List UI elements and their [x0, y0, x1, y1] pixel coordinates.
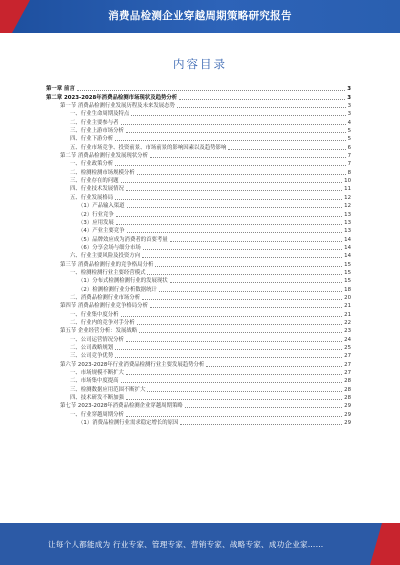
- toc-leader-dots: [121, 315, 343, 317]
- toc-entry-page: 13: [344, 219, 351, 226]
- toc-entry-label: 六、行业主要风险及投资方向: [70, 253, 141, 260]
- toc-entry[interactable]: [46, 410, 351, 418]
- toc-entry[interactable]: [46, 244, 351, 252]
- toc-leader-dots: [115, 139, 345, 141]
- toc-entry-page: 3: [347, 94, 351, 101]
- toc-leader-dots: [139, 331, 342, 333]
- toc-entry-label: 五、行业市场竞争、投资前景、市场前景的影响因素以及趋势影响: [70, 144, 227, 151]
- toc-entry[interactable]: [46, 302, 351, 310]
- toc-entry[interactable]: [46, 177, 351, 185]
- toc-entry-page: 29: [344, 403, 351, 410]
- toc-entry[interactable]: [46, 360, 351, 368]
- toc-leader-dots: [126, 340, 342, 342]
- toc-leader-dots: [126, 398, 342, 400]
- toc-entry-page: 14: [344, 244, 351, 251]
- toc-entry-page: 24: [344, 336, 351, 343]
- toc-leader-dots: [180, 423, 342, 425]
- table-of-contents: [46, 85, 351, 427]
- toc-entry[interactable]: [46, 285, 351, 293]
- toc-leader-dots: [116, 223, 342, 225]
- toc-entry-label: 一、行业生命周期及特点: [70, 111, 130, 118]
- toc-entry-label: （2）检测检测行业分析数据统计: [78, 286, 157, 293]
- toc-leader-dots: [170, 240, 342, 242]
- toc-leader-dots: [126, 373, 342, 375]
- toc-entry-page: 21: [344, 311, 351, 318]
- toc-entry[interactable]: [46, 385, 351, 393]
- toc-entry-label: 一、行业政策分析: [70, 161, 114, 168]
- toc-entry-page: 15: [344, 261, 351, 268]
- toc-leader-dots: [115, 198, 342, 200]
- toc-entry[interactable]: [46, 327, 351, 335]
- toc-leader-dots: [121, 123, 346, 125]
- toc-entry-label: （6）分享会场与细分市场: [78, 244, 141, 251]
- toc-entry-label: 一、行业穿越周期分析: [70, 411, 124, 418]
- toc-entry-label: 二、公司战略规划: [70, 345, 114, 351]
- toc-entry-label: （1）分布式检测检测行业的发展现状: [78, 278, 168, 285]
- toc-leader-dots: [126, 131, 346, 133]
- toc-leader-dots: [142, 256, 342, 258]
- toc-leader-dots: [126, 415, 342, 417]
- toc-entry-page: 11: [344, 186, 351, 193]
- toc-entry-label: 三、行业上游市场分析: [70, 128, 124, 135]
- toc-entry-page: 18: [344, 286, 351, 293]
- toc-entry[interactable]: [46, 277, 351, 285]
- toc-entry-label: 二、消费品检测行业市场分析: [70, 294, 141, 301]
- toc-leader-dots: [177, 106, 346, 108]
- toc-entry-page: 23: [344, 328, 351, 335]
- toc-heading: 内容目录: [173, 57, 227, 71]
- toc-entry-page: 3: [347, 103, 351, 110]
- footer-slogan: 让每个人都能成为 行业专家、管理专家、营销专家、战略专家、成功企业家……: [48, 540, 324, 549]
- toc-entry-label: 第二章 2023-2028年消费品检测市场现状及趋势分析: [46, 94, 178, 101]
- toc-leader-dots: [77, 89, 345, 91]
- toc-entry[interactable]: [46, 402, 351, 410]
- toc-entry[interactable]: [46, 252, 351, 260]
- toc-entry-label: 第四节 消费品检测行业竞争格局分析: [60, 303, 148, 310]
- toc-entry-page: 25: [344, 345, 351, 351]
- toc-leader-dots: [143, 248, 342, 250]
- toc-entry-page: 27: [344, 361, 351, 368]
- toc-entry-label: 四、技术研发不断加强: [70, 395, 124, 402]
- toc-entry-label: 第三节 消费品检测行业的竞争格局分析: [60, 261, 154, 268]
- page-footer: [0, 523, 400, 565]
- toc-entry-label: （4）产业主要竞争: [78, 228, 125, 235]
- toc-leader-dots: [137, 323, 342, 325]
- toc-entry[interactable]: [46, 168, 351, 176]
- toc-entry-page: 15: [344, 278, 351, 285]
- toc-entry-page: 14: [344, 236, 351, 243]
- toc-entry-label: 四、行业技术发展情况: [70, 186, 124, 193]
- toc-entry-page: 3: [347, 86, 351, 93]
- toc-entry[interactable]: [46, 193, 351, 201]
- toc-entry-label: 三、检测数据应用范围不断扩大: [70, 386, 146, 393]
- toc-entry-page: 5: [347, 128, 351, 135]
- toc-entry-page: 28: [344, 378, 351, 385]
- toc-entry-label: 第二节 消费品检测行业发展现状分析: [60, 153, 148, 160]
- toc-entry[interactable]: [46, 377, 351, 385]
- toc-entry-page: 29: [344, 411, 351, 418]
- toc-entry[interactable]: [46, 85, 351, 93]
- toc-leader-dots: [150, 156, 346, 158]
- toc-entry-label: 一、公司运营情况分析: [70, 336, 124, 343]
- toc-entry-label: 一、市场规模不断扩大: [70, 370, 124, 377]
- toc-entry-page: 3: [347, 111, 351, 118]
- toc-entry[interactable]: [46, 143, 351, 151]
- toc-leader-dots: [127, 231, 343, 233]
- toc-entry-label: 二、行业主要参与者: [70, 119, 119, 126]
- toc-leader-dots: [185, 406, 342, 408]
- toc-entry-page: 13: [344, 228, 351, 235]
- toc-entry-page: 22: [344, 319, 351, 326]
- toc-entry-label: （3）应用发展: [78, 219, 114, 226]
- toc-entry-label: （1）产品输入渠道: [78, 203, 125, 210]
- toc-entry[interactable]: [46, 310, 351, 318]
- toc-leader-dots: [155, 265, 342, 267]
- toc-entry-label: 三、行业存在的问题: [70, 178, 119, 185]
- toc-entry-label: （2）行业竞争: [78, 211, 114, 218]
- toc-leader-dots: [116, 215, 342, 217]
- toc-leader-dots: [115, 356, 342, 358]
- toc-entry-label: 一、检测检测行业主要经营模式: [70, 269, 146, 276]
- toc-leader-dots: [150, 306, 342, 308]
- toc-entry-label: （5）品牌效应成为消费者的首要考量: [78, 236, 168, 243]
- toc-leader-dots: [126, 189, 342, 191]
- toc-entry[interactable]: [46, 118, 351, 126]
- toc-entry[interactable]: [46, 152, 351, 160]
- toc-leader-dots: [147, 273, 342, 275]
- toc-entry[interactable]: [46, 227, 351, 235]
- toc-entry-label: 第六节 2023-2028年行业消费品检测行业主要发展趋势分析: [60, 361, 205, 368]
- toc-leader-dots: [137, 173, 346, 175]
- toc-entry[interactable]: [46, 93, 351, 101]
- toc-entry[interactable]: [46, 185, 351, 193]
- toc-entry[interactable]: [46, 352, 351, 360]
- toc-leader-dots: [121, 381, 343, 383]
- toc-entry[interactable]: [46, 135, 351, 143]
- toc-leader-dots: [147, 390, 342, 392]
- toc-entry[interactable]: [46, 110, 351, 118]
- toc-entry-label: 第一节 消费品检测行业发展历程及未来发展态势: [60, 103, 175, 110]
- toc-entry-label: 第一章 前言: [46, 86, 75, 93]
- toc-entry-label: 三、公司竞争优势: [70, 353, 114, 360]
- report-title: 消费品检测企业穿越周期策略研究报告: [108, 10, 292, 22]
- toc-entry-page: 7: [347, 153, 351, 160]
- toc-entry[interactable]: [46, 219, 351, 227]
- toc-leader-dots: [179, 98, 345, 100]
- toc-leader-dots: [206, 365, 342, 367]
- toc-entry-page: 12: [344, 203, 351, 210]
- toc-entry-page: 27: [344, 353, 351, 360]
- toc-leader-dots: [115, 164, 345, 166]
- toc-entry-page: 8: [347, 169, 351, 176]
- toc-entry-page: 7: [347, 161, 351, 168]
- toc-leader-dots: [115, 348, 342, 350]
- toc-entry-label: 四、行业下游分析: [70, 136, 114, 143]
- toc-entry-page: 13: [344, 211, 351, 218]
- toc-entry[interactable]: [46, 394, 351, 402]
- toc-entry[interactable]: [46, 102, 351, 110]
- toc-entry-page: 20: [344, 294, 351, 301]
- toc-entry-page: 10: [344, 178, 351, 185]
- toc-entry-page: 4: [347, 119, 351, 126]
- toc-entry[interactable]: [46, 319, 351, 327]
- toc-entry-page: 28: [344, 386, 351, 393]
- toc-entry-label: 第七节 2023-2028年消费品检测企业穿越周期策略: [60, 403, 183, 410]
- toc-entry-label: 五、行业发展格局: [70, 194, 114, 201]
- toc-leader-dots: [131, 114, 345, 116]
- toc-entry-page: 28: [344, 395, 351, 402]
- toc-entry[interactable]: [46, 235, 351, 243]
- toc-entry[interactable]: [46, 335, 351, 343]
- toc-leader-dots: [127, 206, 343, 208]
- toc-entry-label: （1）消费品检测行业需求稳定增长的原因: [78, 420, 179, 427]
- toc-entry-page: 21: [344, 303, 351, 310]
- toc-entry[interactable]: [46, 260, 351, 268]
- toc-entry[interactable]: [46, 344, 351, 352]
- toc-entry-page: 5: [347, 136, 351, 143]
- toc-entry-page: 14: [344, 253, 351, 260]
- page-header: [0, 0, 400, 33]
- toc-entry[interactable]: [46, 294, 351, 302]
- toc-entry-page: 29: [344, 420, 351, 427]
- toc-entry[interactable]: [46, 210, 351, 218]
- toc-entry[interactable]: [46, 419, 351, 427]
- toc-leader-dots: [228, 148, 345, 150]
- toc-entry[interactable]: [46, 160, 351, 168]
- toc-entry-page: 27: [344, 370, 351, 377]
- toc-entry-label: 二、市场集中度提高: [70, 378, 119, 385]
- toc-entry-label: 第五节 企业经营分析：发展战略: [60, 328, 138, 335]
- toc-entry-label: 二、检测检测市场规模分析: [70, 169, 135, 176]
- toc-entry-page: 6: [347, 144, 351, 151]
- toc-entry[interactable]: [46, 269, 351, 277]
- toc-entry[interactable]: [46, 369, 351, 377]
- toc-entry-page: 12: [344, 194, 351, 201]
- toc-entry-label: 一、行业集中度分析: [70, 311, 119, 318]
- toc-entry-page: 15: [344, 269, 351, 276]
- toc-entry-label: 二、行业内的竞争对手分析: [70, 319, 135, 326]
- toc-leader-dots: [142, 298, 342, 300]
- toc-leader-dots: [170, 281, 342, 283]
- toc-entry[interactable]: [46, 202, 351, 210]
- toc-leader-dots: [121, 181, 343, 183]
- toc-entry[interactable]: [46, 127, 351, 135]
- toc-leader-dots: [159, 290, 342, 292]
